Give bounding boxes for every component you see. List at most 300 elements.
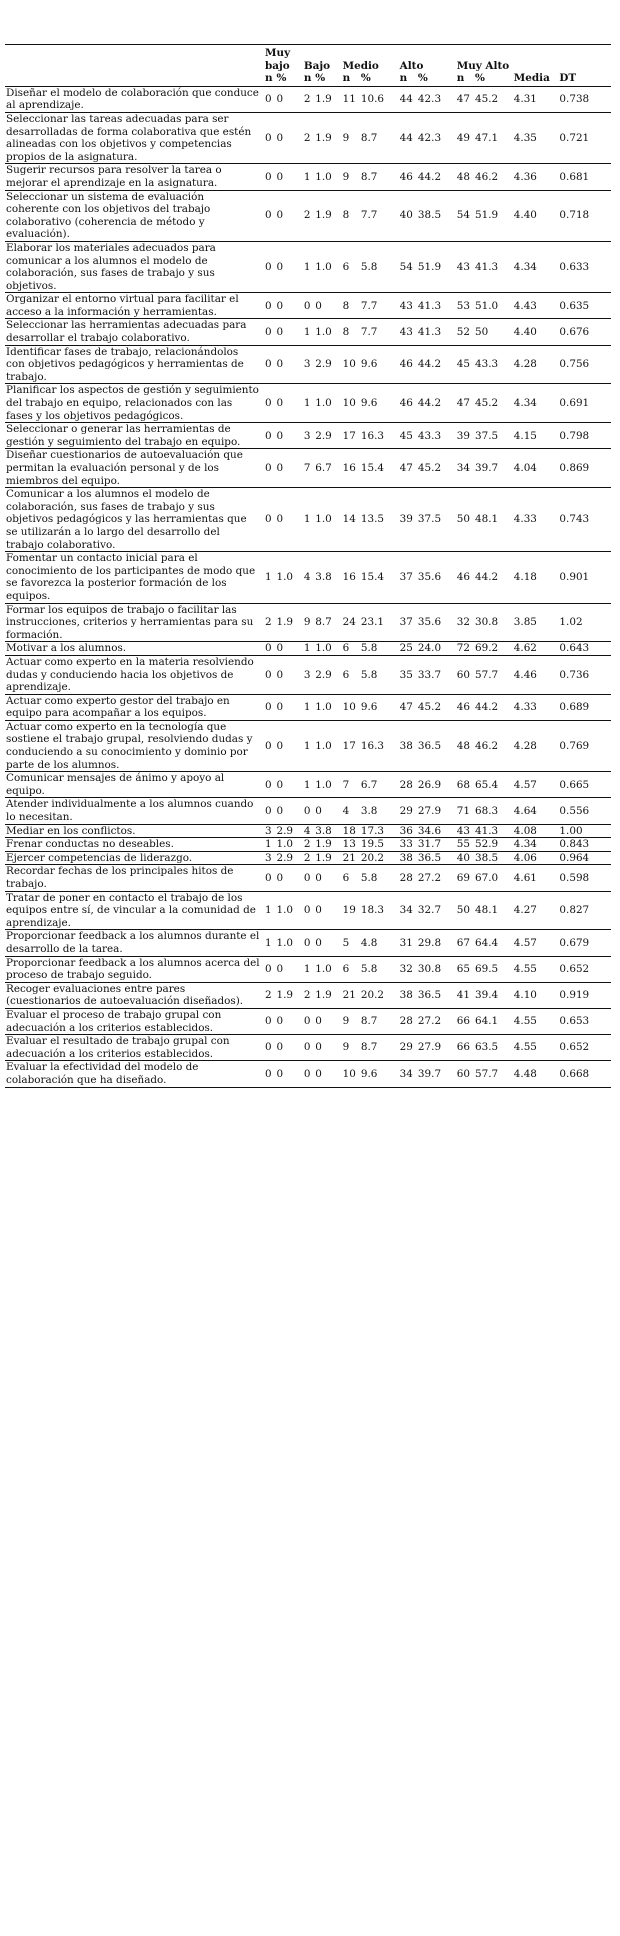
group-header-bajo: Bajo [303, 45, 342, 73]
table-row [5, 655, 611, 694]
cell-alto-n: 43 [399, 293, 417, 319]
cell-medio-pct: 17.3 [360, 824, 399, 838]
cell-muy-alto-pct: 67.0 [474, 865, 513, 891]
cell-medio-pct: 8.7 [360, 1008, 399, 1034]
table-row [5, 112, 611, 163]
cell-media: 4.35 [513, 112, 559, 163]
subheader-n: n [342, 72, 360, 86]
cell-muy-bajo-pct: 1.0 [275, 838, 302, 852]
cell-alto-n: 54 [399, 241, 417, 292]
cell-alto-n: 38 [399, 851, 417, 865]
cell-alto-n: 34 [399, 891, 417, 930]
cell-muy-bajo-n: 1 [264, 891, 275, 930]
cell-alto-pct: 42.3 [417, 112, 456, 163]
cell-alto-pct: 32.7 [417, 891, 456, 930]
cell-dt: 0.919 [558, 982, 611, 1008]
cell-alto-pct: 26.9 [417, 772, 456, 798]
cell-bajo-pct: 1.0 [314, 319, 341, 345]
table-body [5, 86, 611, 1087]
cell-dt: 0.769 [558, 720, 611, 771]
cell-alto-n: 28 [399, 772, 417, 798]
cell-alto-n: 33 [399, 838, 417, 852]
cell-alto-n: 44 [399, 86, 417, 112]
cell-muy-alto-pct: 65.4 [474, 772, 513, 798]
table-row [5, 603, 611, 642]
row-item-label: Comunicar mensajes de ánimo y apoyo al equipo. [5, 772, 264, 798]
group-header-muy-bajo: Muy bajo [264, 45, 303, 73]
cell-dt: 0.635 [558, 293, 611, 319]
table-row [5, 982, 611, 1008]
cell-muy-bajo-n: 3 [264, 851, 275, 865]
cell-muy-bajo-pct: 0 [275, 1035, 302, 1061]
cell-muy-alto-n: 68 [456, 772, 474, 798]
cell-alto-pct: 41.3 [417, 293, 456, 319]
cell-muy-alto-n: 45 [456, 345, 474, 384]
cell-dt: 0.827 [558, 891, 611, 930]
row-item-label: Mediar en los conflictos. [5, 824, 264, 838]
cell-bajo-n: 0 [303, 798, 314, 824]
subheader-media: Media [513, 72, 559, 86]
cell-muy-bajo-pct: 0 [275, 694, 302, 720]
cell-muy-alto-pct: 41.3 [474, 241, 513, 292]
cell-medio-pct: 15.4 [360, 449, 399, 488]
cell-bajo-pct: 0 [314, 891, 341, 930]
cell-muy-alto-pct: 47.1 [474, 112, 513, 163]
cell-medio-pct: 7.7 [360, 293, 399, 319]
cell-medio-pct: 16.3 [360, 423, 399, 449]
cell-media: 4.55 [513, 1008, 559, 1034]
subheader-pct: % [275, 72, 302, 86]
cell-muy-alto-pct: 43.3 [474, 345, 513, 384]
cell-muy-bajo-n: 0 [264, 449, 275, 488]
cell-muy-bajo-n: 1 [264, 930, 275, 956]
cell-alto-pct: 29.8 [417, 930, 456, 956]
cell-media: 4.40 [513, 319, 559, 345]
cell-dt: 0.679 [558, 930, 611, 956]
cell-alto-pct: 36.5 [417, 982, 456, 1008]
cell-bajo-n: 1 [303, 772, 314, 798]
cell-alto-n: 37 [399, 603, 417, 642]
cell-bajo-pct: 1.9 [314, 86, 341, 112]
table-row [5, 720, 611, 771]
cell-bajo-n: 1 [303, 384, 314, 423]
cell-muy-alto-n: 48 [456, 720, 474, 771]
cell-dt: 0.869 [558, 449, 611, 488]
table-row [5, 930, 611, 956]
cell-bajo-n: 1 [303, 319, 314, 345]
cell-muy-bajo-pct: 0 [275, 642, 302, 656]
row-item-label: Recoger evaluaciones entre pares (cuestionarios de autoevaluación diseñados). [5, 982, 264, 1008]
cell-bajo-pct: 2.9 [314, 423, 341, 449]
cell-media: 4.61 [513, 865, 559, 891]
cell-media: 4.34 [513, 838, 559, 852]
cell-alto-pct: 38.5 [417, 190, 456, 241]
table-row [5, 694, 611, 720]
cell-media: 4.43 [513, 293, 559, 319]
cell-medio-pct: 19.5 [360, 838, 399, 852]
cell-medio-pct: 16.3 [360, 720, 399, 771]
cell-muy-alto-n: 71 [456, 798, 474, 824]
cell-muy-bajo-n: 0 [264, 241, 275, 292]
cell-bajo-pct: 1.0 [314, 720, 341, 771]
cell-muy-alto-n: 65 [456, 956, 474, 982]
cell-medio-n: 17 [342, 423, 360, 449]
cell-dt: 0.798 [558, 423, 611, 449]
cell-alto-n: 38 [399, 982, 417, 1008]
cell-medio-n: 8 [342, 293, 360, 319]
cell-alto-pct: 27.2 [417, 1008, 456, 1034]
cell-medio-pct: 6.7 [360, 772, 399, 798]
cell-muy-bajo-pct: 0 [275, 720, 302, 771]
table-row [5, 86, 611, 112]
cell-medio-pct: 15.4 [360, 552, 399, 603]
cell-muy-alto-n: 60 [456, 655, 474, 694]
table-row [5, 552, 611, 603]
cell-muy-alto-n: 43 [456, 241, 474, 292]
row-item-label: Fomentar un contacto inicial para el conocimiento de los participantes de modo que se favorezca la posterior formación de los equipos. [5, 552, 264, 603]
cell-bajo-pct: 0 [314, 1035, 341, 1061]
cell-medio-pct: 5.8 [360, 956, 399, 982]
cell-muy-bajo-pct: 0 [275, 1008, 302, 1034]
cell-bajo-n: 3 [303, 655, 314, 694]
table-row [5, 488, 611, 552]
cell-medio-n: 11 [342, 86, 360, 112]
cell-muy-bajo-n: 0 [264, 423, 275, 449]
cell-dt: 0.721 [558, 112, 611, 163]
cell-medio-n: 6 [342, 956, 360, 982]
cell-bajo-pct: 1.0 [314, 694, 341, 720]
cell-bajo-pct: 1.9 [314, 190, 341, 241]
row-item-label: Recordar fechas de los principales hitos de trabajo. [5, 865, 264, 891]
cell-muy-bajo-pct: 1.0 [275, 891, 302, 930]
cell-muy-alto-n: 39 [456, 423, 474, 449]
cell-alto-pct: 45.2 [417, 694, 456, 720]
cell-alto-n: 47 [399, 694, 417, 720]
cell-medio-pct: 5.8 [360, 642, 399, 656]
cell-media: 4.27 [513, 891, 559, 930]
cell-bajo-n: 0 [303, 865, 314, 891]
cell-alto-pct: 36.5 [417, 720, 456, 771]
row-item-label: Elaborar los materiales adecuados para comunicar a los alumnos el modelo de colaboración, sus fases de trabajo y sus objetivos. [5, 241, 264, 292]
table-row [5, 423, 611, 449]
cell-bajo-n: 0 [303, 1008, 314, 1034]
cell-muy-bajo-n: 2 [264, 603, 275, 642]
cell-bajo-pct: 1.0 [314, 384, 341, 423]
cell-medio-n: 10 [342, 1061, 360, 1087]
cell-bajo-n: 1 [303, 642, 314, 656]
cell-medio-pct: 3.8 [360, 798, 399, 824]
cell-alto-pct: 27.9 [417, 1035, 456, 1061]
cell-muy-bajo-n: 0 [264, 293, 275, 319]
cell-muy-alto-pct: 64.4 [474, 930, 513, 956]
cell-muy-alto-n: 43 [456, 824, 474, 838]
cell-medio-pct: 13.5 [360, 488, 399, 552]
cell-muy-bajo-n: 0 [264, 319, 275, 345]
subheader-n: n [303, 72, 314, 86]
cell-bajo-n: 7 [303, 449, 314, 488]
cell-bajo-pct: 1.0 [314, 488, 341, 552]
cell-alto-n: 34 [399, 1061, 417, 1087]
cell-muy-bajo-n: 2 [264, 982, 275, 1008]
cell-muy-bajo-pct: 0 [275, 112, 302, 163]
table-row [5, 824, 611, 838]
cell-medio-pct: 8.7 [360, 164, 399, 190]
cell-alto-n: 25 [399, 642, 417, 656]
cell-dt: 0.598 [558, 865, 611, 891]
row-item-label: Seleccionar un sistema de evaluación coherente con los objetivos del trabajo colaborativo (coherencia de método y evaluación). [5, 190, 264, 241]
cell-medio-pct: 20.2 [360, 851, 399, 865]
cell-muy-bajo-n: 0 [264, 1008, 275, 1034]
cell-muy-alto-n: 53 [456, 293, 474, 319]
cell-bajo-n: 1 [303, 488, 314, 552]
cell-media: 3.85 [513, 603, 559, 642]
cell-bajo-pct: 1.9 [314, 851, 341, 865]
cell-muy-alto-n: 46 [456, 694, 474, 720]
cell-muy-alto-n: 66 [456, 1035, 474, 1061]
cell-media: 4.31 [513, 86, 559, 112]
cell-alto-pct: 33.7 [417, 655, 456, 694]
subheader-n: n [264, 72, 275, 86]
cell-muy-alto-n: 55 [456, 838, 474, 852]
cell-media: 4.15 [513, 423, 559, 449]
cell-alto-pct: 41.3 [417, 319, 456, 345]
table-row [5, 865, 611, 891]
cell-muy-bajo-pct: 0 [275, 164, 302, 190]
cell-muy-bajo-pct: 0 [275, 655, 302, 694]
cell-muy-alto-n: 47 [456, 86, 474, 112]
cell-muy-bajo-n: 0 [264, 488, 275, 552]
table-row [5, 798, 611, 824]
table-header [5, 45, 611, 87]
row-item-label: Sugerir recursos para resolver la tarea o mejorar el aprendizaje en la asignatura. [5, 164, 264, 190]
cell-alto-n: 46 [399, 164, 417, 190]
cell-muy-alto-n: 66 [456, 1008, 474, 1034]
row-item-label: Formar los equipos de trabajo o facilitar las instrucciones, criterios y herramientas para su formación. [5, 603, 264, 642]
cell-bajo-pct: 6.7 [314, 449, 341, 488]
cell-bajo-pct: 2.9 [314, 345, 341, 384]
cell-medio-n: 9 [342, 1008, 360, 1034]
row-item-label: Ejercer competencias de liderazgo. [5, 851, 264, 865]
subheader-pct: % [417, 72, 456, 86]
cell-bajo-pct: 0 [314, 1008, 341, 1034]
cell-bajo-n: 0 [303, 293, 314, 319]
cell-alto-pct: 44.2 [417, 345, 456, 384]
item-column-header [5, 45, 264, 73]
row-item-label: Atender individualmente a los alumnos cuando lo necesitan. [5, 798, 264, 824]
cell-bajo-pct: 8.7 [314, 603, 341, 642]
cell-dt: 0.653 [558, 1008, 611, 1034]
cell-muy-alto-pct: 39.4 [474, 982, 513, 1008]
cell-medio-n: 9 [342, 164, 360, 190]
cell-medio-n: 13 [342, 838, 360, 852]
table-row [5, 190, 611, 241]
cell-bajo-pct: 1.0 [314, 642, 341, 656]
cell-bajo-n: 0 [303, 930, 314, 956]
cell-medio-n: 9 [342, 1035, 360, 1061]
table-row [5, 772, 611, 798]
cell-medio-pct: 23.1 [360, 603, 399, 642]
cell-medio-pct: 5.8 [360, 865, 399, 891]
cell-muy-alto-pct: 51.0 [474, 293, 513, 319]
cell-media: 4.08 [513, 824, 559, 838]
cell-muy-alto-pct: 51.9 [474, 190, 513, 241]
table-row [5, 293, 611, 319]
cell-medio-n: 6 [342, 241, 360, 292]
cell-medio-pct: 18.3 [360, 891, 399, 930]
cell-muy-bajo-pct: 1.0 [275, 930, 302, 956]
cell-alto-n: 46 [399, 345, 417, 384]
cell-muy-bajo-n: 0 [264, 694, 275, 720]
row-item-label: Identificar fases de trabajo, relacionándolos con objetivos pedagógicos y herramientas de trabajo. [5, 345, 264, 384]
cell-muy-alto-n: 67 [456, 930, 474, 956]
cell-media: 4.48 [513, 1061, 559, 1087]
table-row [5, 1035, 611, 1061]
table-row [5, 891, 611, 930]
subheader-dt: DT [558, 72, 611, 86]
cell-medio-pct: 9.6 [360, 694, 399, 720]
cell-dt: 0.665 [558, 772, 611, 798]
cell-muy-alto-pct: 57.7 [474, 655, 513, 694]
cell-muy-bajo-n: 3 [264, 824, 275, 838]
header-groups-row [5, 45, 611, 73]
cell-muy-bajo-n: 0 [264, 642, 275, 656]
cell-dt: 0.643 [558, 642, 611, 656]
cell-muy-bajo-pct: 0 [275, 449, 302, 488]
cell-medio-pct: 10.6 [360, 86, 399, 112]
cell-muy-bajo-pct: 2.9 [275, 851, 302, 865]
cell-media: 4.55 [513, 1035, 559, 1061]
row-item-label: Actuar como experto en la materia resolviendo dudas y conduciendo hacia los objetivos de aprendizaje. [5, 655, 264, 694]
cell-medio-pct: 7.7 [360, 319, 399, 345]
cell-alto-pct: 51.9 [417, 241, 456, 292]
cell-muy-bajo-pct: 0 [275, 190, 302, 241]
cell-alto-n: 28 [399, 865, 417, 891]
row-item-label: Proporcionar feedback a los alumnos durante el desarrollo de la tarea. [5, 930, 264, 956]
cell-alto-n: 43 [399, 319, 417, 345]
cell-bajo-n: 0 [303, 891, 314, 930]
cell-bajo-pct: 0 [314, 293, 341, 319]
cell-media: 4.57 [513, 772, 559, 798]
cell-muy-alto-n: 50 [456, 488, 474, 552]
cell-medio-n: 9 [342, 112, 360, 163]
cell-muy-bajo-n: 0 [264, 772, 275, 798]
table-row [5, 449, 611, 488]
cell-medio-n: 6 [342, 642, 360, 656]
row-item-label: Proporcionar feedback a los alumnos acerca del proceso de trabajo seguido. [5, 956, 264, 982]
cell-alto-pct: 44.2 [417, 384, 456, 423]
cell-media: 4.55 [513, 956, 559, 982]
row-item-label: Diseñar cuestionarios de autoevaluación que permitan la evaluación personal y de los miembros del equipo. [5, 449, 264, 488]
cell-muy-alto-n: 52 [456, 319, 474, 345]
cell-muy-alto-pct: 37.5 [474, 423, 513, 449]
cell-muy-alto-pct: 44.2 [474, 694, 513, 720]
cell-muy-bajo-n: 0 [264, 1035, 275, 1061]
cell-bajo-n: 1 [303, 164, 314, 190]
cell-muy-alto-pct: 52.9 [474, 838, 513, 852]
row-item-label: Evaluar la efectividad del modelo de colaboración que ha diseñado. [5, 1061, 264, 1087]
cell-muy-bajo-n: 0 [264, 798, 275, 824]
cell-muy-alto-n: 72 [456, 642, 474, 656]
cell-bajo-pct: 2.9 [314, 655, 341, 694]
table-row [5, 241, 611, 292]
cell-alto-n: 29 [399, 1035, 417, 1061]
cell-muy-alto-n: 47 [456, 384, 474, 423]
cell-dt: 0.668 [558, 1061, 611, 1087]
cell-medio-pct: 8.7 [360, 112, 399, 163]
cell-medio-pct: 9.6 [360, 384, 399, 423]
group-header-muy-alto: Muy Alto [456, 45, 513, 73]
subheader-pct: % [360, 72, 399, 86]
cell-medio-n: 8 [342, 319, 360, 345]
cell-dt: 0.843 [558, 838, 611, 852]
cell-media: 4.62 [513, 642, 559, 656]
cell-dt: 0.901 [558, 552, 611, 603]
table-row [5, 319, 611, 345]
cell-muy-bajo-pct: 0 [275, 1061, 302, 1087]
cell-muy-alto-pct: 46.2 [474, 720, 513, 771]
cell-media: 4.64 [513, 798, 559, 824]
cell-muy-bajo-pct: 0 [275, 384, 302, 423]
cell-muy-bajo-pct: 0 [275, 865, 302, 891]
cell-muy-bajo-pct: 0 [275, 293, 302, 319]
row-item-label: Seleccionar las tareas adecuadas para ser desarrolladas de forma colaborativa que estén alineadas con los objetivos y competencias propios de la asignatura. [5, 112, 264, 163]
cell-muy-bajo-n: 0 [264, 86, 275, 112]
cell-medio-n: 8 [342, 190, 360, 241]
cell-muy-bajo-n: 1 [264, 552, 275, 603]
cell-media: 4.04 [513, 449, 559, 488]
cell-media: 4.40 [513, 190, 559, 241]
cell-media: 4.18 [513, 552, 559, 603]
table-row [5, 1061, 611, 1087]
cell-muy-bajo-n: 0 [264, 1061, 275, 1087]
cell-media: 4.46 [513, 655, 559, 694]
cell-alto-pct: 43.3 [417, 423, 456, 449]
cell-muy-bajo-n: 0 [264, 345, 275, 384]
row-item-label: Diseñar el modelo de colaboración que conduce al aprendizaje. [5, 86, 264, 112]
cell-alto-pct: 35.6 [417, 603, 456, 642]
cell-alto-n: 28 [399, 1008, 417, 1034]
cell-muy-alto-pct: 48.1 [474, 891, 513, 930]
row-item-label: Seleccionar las herramientas adecuadas para desarrollar el trabajo colaborativo. [5, 319, 264, 345]
subheader-n: n [399, 72, 417, 86]
cell-muy-alto-pct: 45.2 [474, 86, 513, 112]
cell-medio-n: 19 [342, 891, 360, 930]
cell-muy-bajo-pct: 0 [275, 86, 302, 112]
group-header-alto: Alto [399, 45, 456, 73]
cell-bajo-n: 0 [303, 1035, 314, 1061]
cell-bajo-n: 1 [303, 241, 314, 292]
cell-alto-pct: 27.9 [417, 798, 456, 824]
cell-muy-bajo-pct: 0 [275, 319, 302, 345]
cell-muy-alto-n: 49 [456, 112, 474, 163]
cell-medio-n: 10 [342, 384, 360, 423]
cell-muy-alto-n: 69 [456, 865, 474, 891]
cell-media: 4.28 [513, 720, 559, 771]
cell-muy-bajo-pct: 0 [275, 772, 302, 798]
cell-media: 4.10 [513, 982, 559, 1008]
cell-muy-bajo-pct: 1.9 [275, 982, 302, 1008]
cell-muy-bajo-pct: 0 [275, 798, 302, 824]
cell-alto-n: 46 [399, 384, 417, 423]
cell-muy-alto-pct: 41.3 [474, 824, 513, 838]
cell-medio-pct: 20.2 [360, 982, 399, 1008]
row-item-label: Frenar conductas no deseables. [5, 838, 264, 852]
cell-bajo-pct: 1.9 [314, 838, 341, 852]
cell-muy-bajo-pct: 0 [275, 345, 302, 384]
cell-muy-bajo-pct: 0 [275, 241, 302, 292]
table-row [5, 838, 611, 852]
cell-muy-bajo-n: 0 [264, 384, 275, 423]
